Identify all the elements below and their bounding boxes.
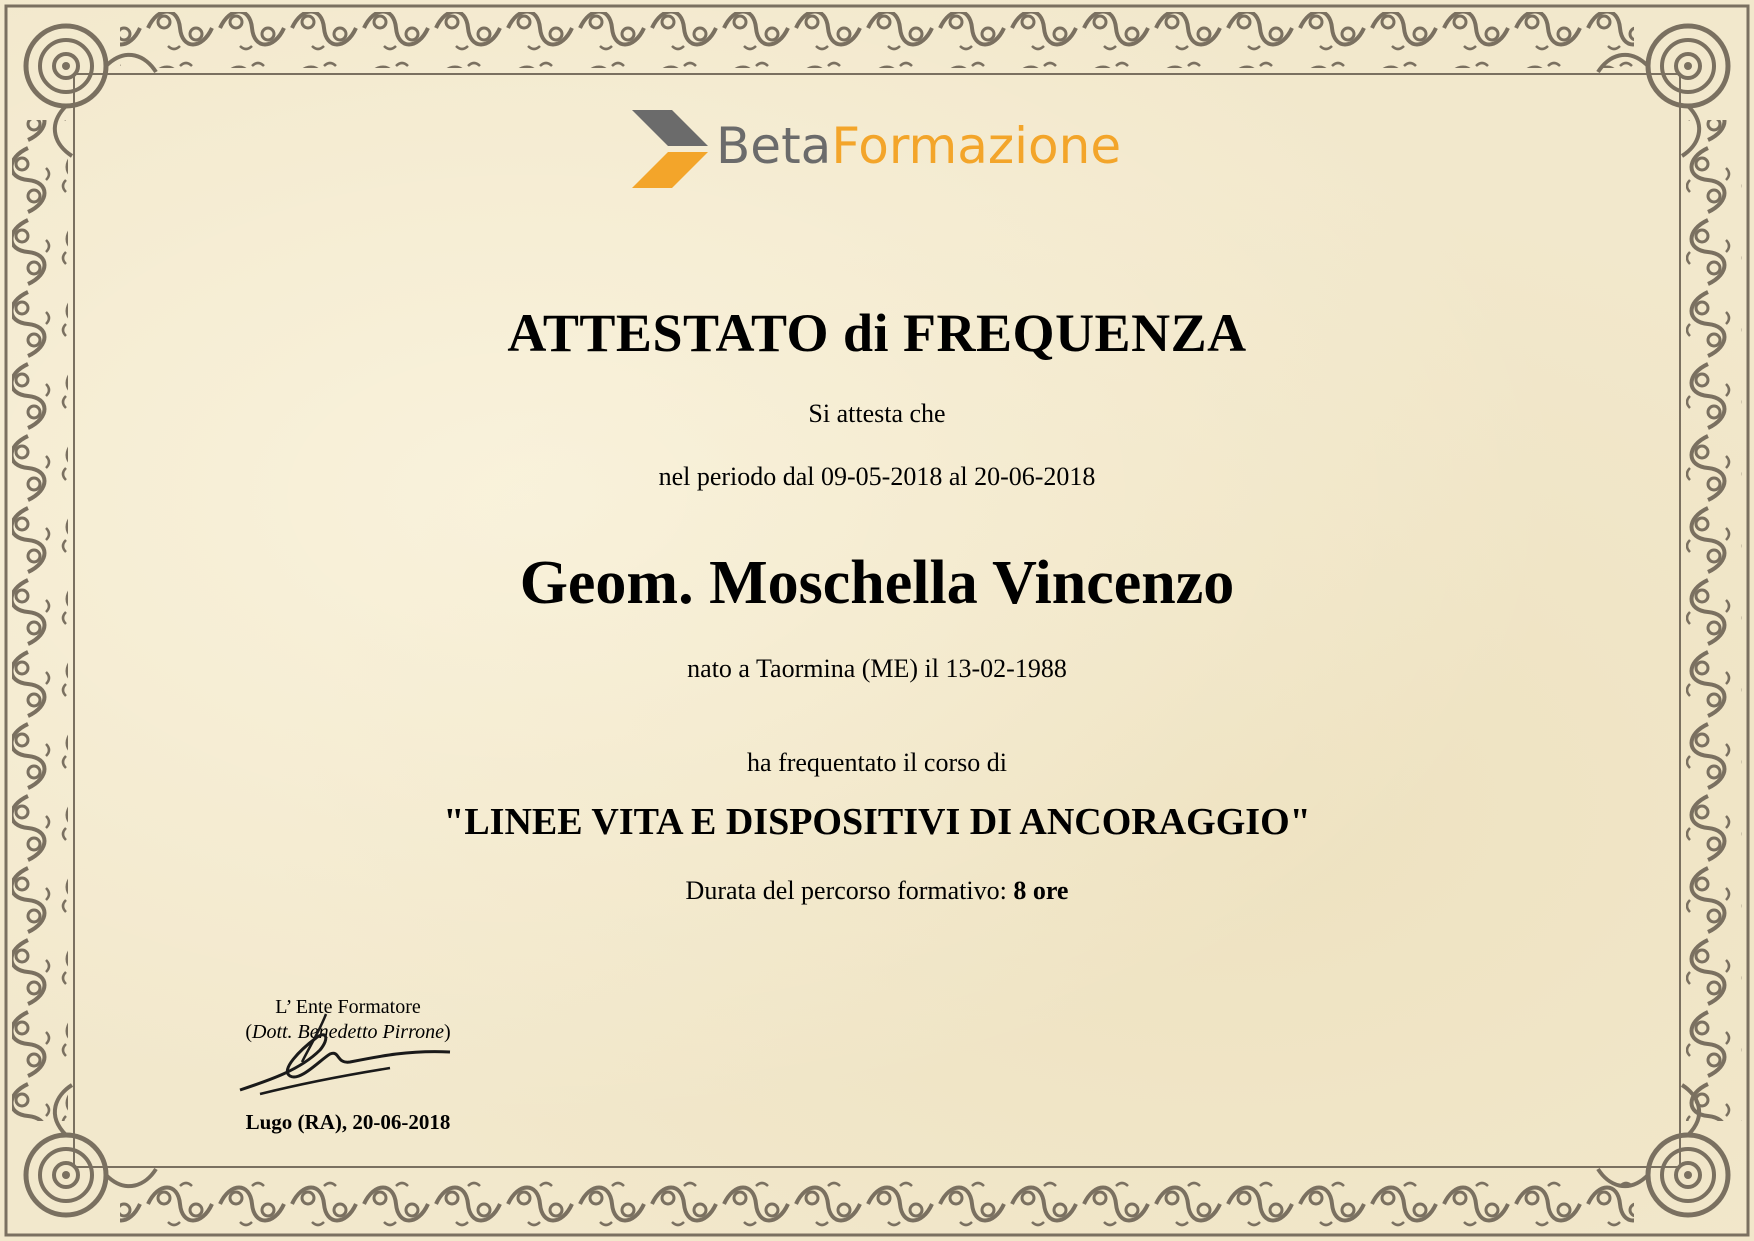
duration-value: 8 ore	[1013, 876, 1069, 905]
handwritten-signature	[230, 1010, 460, 1100]
place-date: Lugo (RA), 20-06-2018	[245, 1110, 451, 1134]
logo-beta: Beta	[716, 117, 832, 175]
logo-formazione: Formazione	[831, 117, 1122, 175]
certificate-title: ATTESTATO di FREQUENZA	[507, 303, 1247, 363]
course-title: "LINEE VITA E DISPOSITIVI DI ANCORAGGIO"	[443, 801, 1311, 843]
duration-line	[0, 876, 1754, 906]
betaformazione-logo	[628, 108, 1188, 192]
birth-text: nato a Taormina (ME) il 13-02-1988	[687, 654, 1067, 683]
logo-wordmark	[716, 114, 1121, 178]
duration-label: Durata del percorso formativo:	[685, 876, 1007, 905]
signatory-name-line: (Dott. Benedetto Pirrone)	[245, 1021, 451, 1043]
signatory-name: Dott. Benedetto Pirrone	[252, 1021, 444, 1043]
logo-chevron-icon	[628, 108, 714, 192]
signatory-role: L’ Ente Formatore	[275, 996, 421, 1018]
recipient-name: Geom. Moschella Vincenzo	[519, 549, 1235, 617]
attended-text: ha frequentato il corso di	[747, 748, 1007, 777]
intro-text: Si attesta che	[808, 399, 946, 428]
period-text: nel periodo dal 09-05-2018 al 20-06-2018	[658, 462, 1096, 491]
